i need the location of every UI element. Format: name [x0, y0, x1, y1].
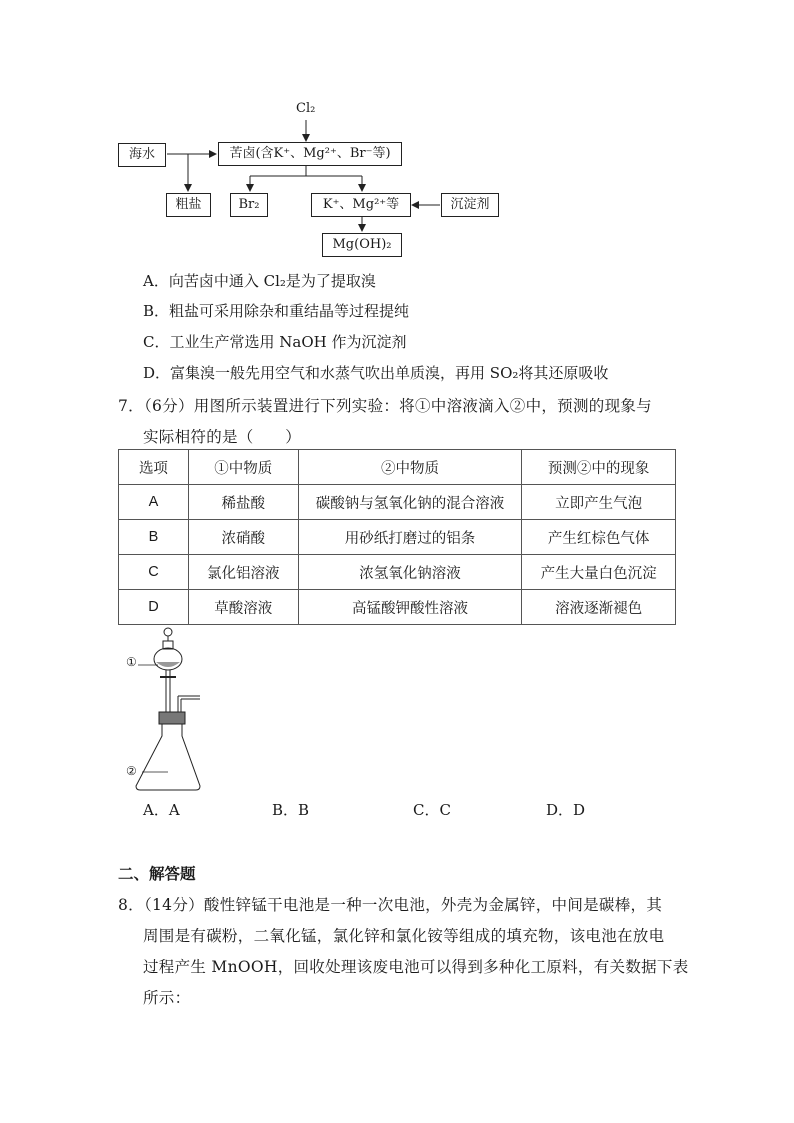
q8-line3: 过程产生 MnOOH，回收处理该废电池可以得到多种化工原料，有关数据下表 — [143, 958, 689, 976]
table-cell: 草酸溶液 — [188, 590, 298, 625]
q8-line2: 周围是有碳粉，二氧化锰，氯化锌和氯化铵等组成的填充物，该电池在放电 — [143, 927, 665, 945]
q8-line1: 8．（14分）酸性锌锰干电池是一种一次电池，外壳为金属锌，中间是碳棒，其 — [118, 896, 663, 914]
q6-option-d: D．富集溴一般先用空气和水蒸气吹出单质溴，再用 SO₂将其还原吸收 — [143, 364, 609, 382]
table-cell: 溶液逐渐褪色 — [522, 590, 676, 625]
q7-stem-line2: 实际相符的是（ ） — [143, 428, 302, 446]
q6-option-c: C．工业生产常选用 NaOH 作为沉淀剂 — [143, 333, 407, 351]
table-cell: 高锰酸钾酸性溶液 — [298, 590, 522, 625]
crude-salt-box: 粗盐 — [166, 193, 211, 217]
table-cell: 产生大量白色沉淀 — [522, 555, 676, 590]
table-cell: B — [119, 520, 189, 555]
table-cell: A — [119, 485, 189, 520]
table-row — [119, 555, 676, 590]
pointer-line-1 — [138, 660, 158, 670]
q7-choice-d: D．D — [546, 801, 586, 819]
table-header-cell: 选项 — [119, 450, 189, 485]
table-row — [119, 590, 676, 625]
table-cell: 产生红棕色气体 — [522, 520, 676, 555]
table-header-cell: ①中物质 — [188, 450, 298, 485]
table-cell: 立即产生气泡 — [522, 485, 676, 520]
q7-choice-a: A．A — [143, 801, 180, 819]
label-circle-1: ① — [126, 655, 137, 669]
q7-choice-b: B．B — [272, 801, 310, 819]
section-title: 二、解答题 — [118, 864, 196, 883]
table-header-row — [119, 450, 676, 485]
q7-choice-c: C．C — [413, 801, 451, 819]
q8-line4: 所示： — [143, 989, 191, 1007]
label-circle-2: ② — [126, 764, 137, 778]
table-row — [119, 485, 676, 520]
table-cell: 浓氢氧化钠溶液 — [298, 555, 522, 590]
table-header-cell: 预测②中的现象 — [522, 450, 676, 485]
bittern-box: 苦卤(含K⁺、Mg²⁺、Br⁻等) — [218, 142, 402, 166]
k-mg-box: K⁺、Mg²⁺等 — [311, 193, 411, 217]
table-cell: C — [119, 555, 189, 590]
precipitant-box: 沉淀剂 — [441, 193, 499, 217]
table-cell: 稀盐酸 — [188, 485, 298, 520]
table-cell: 用砂纸打磨过的铝条 — [298, 520, 522, 555]
q7-table — [118, 449, 676, 625]
q7-stem-line1: 7．（6分）用图所示装置进行下列实验：将①中溶液滴入②中，预测的现象与 — [118, 397, 652, 415]
q6-option-a: A．向苦卤中通入 Cl₂是为了提取溴 — [143, 272, 376, 290]
cl2-label: Cl₂ — [296, 101, 316, 116]
flowchart-arrows — [0, 0, 794, 270]
br2-box: Br₂ — [230, 193, 268, 217]
seawater-box: 海水 — [118, 143, 166, 167]
table-header-cell: ②中物质 — [298, 450, 522, 485]
table-row — [119, 520, 676, 555]
mgoh2-box: Mg(OH)₂ — [322, 233, 402, 257]
table-cell: D — [119, 590, 189, 625]
table-cell: 碳酸钠与氢氧化钠的混合溶液 — [298, 485, 522, 520]
q6-option-b: B．粗盐可采用除杂和重结晶等过程提纯 — [143, 302, 410, 320]
table-cell: 浓硝酸 — [188, 520, 298, 555]
table-cell: 氯化铝溶液 — [188, 555, 298, 590]
